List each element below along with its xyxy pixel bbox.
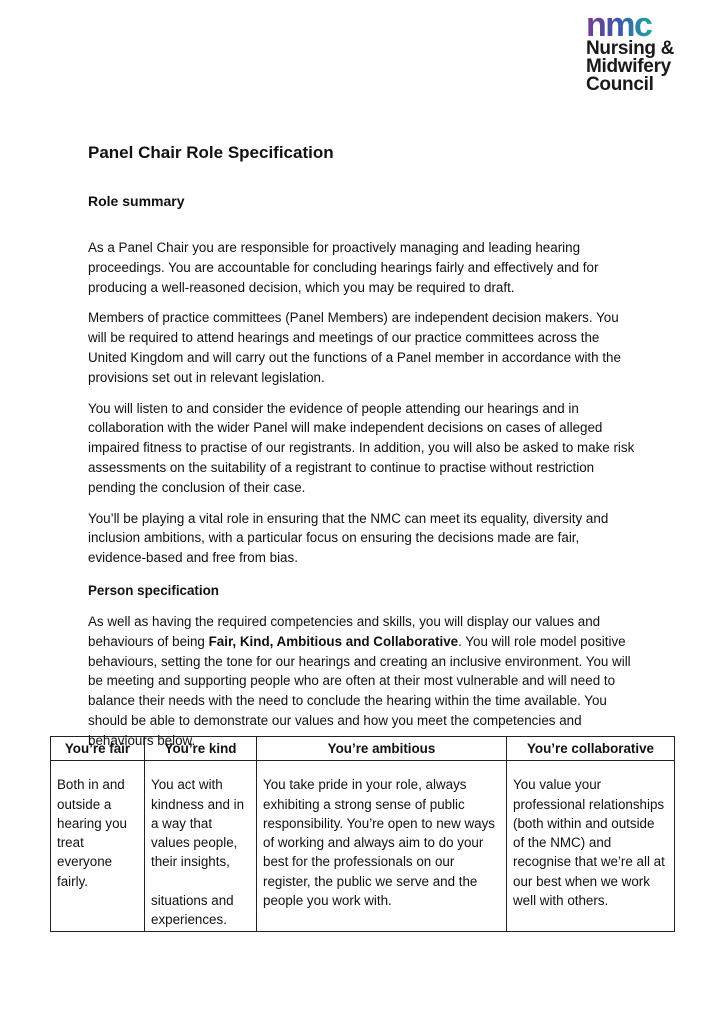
logo-line-1: Nursing & — [586, 38, 675, 59]
cell-kind-text-a: You act with kindness and in a way that values people, their insights, — [151, 777, 245, 870]
values-emphasis: Fair, Kind, Ambitious and Collaborative — [208, 633, 459, 649]
cell-kind-text-b: situations and experiences. — [151, 892, 234, 928]
section-heading-role-summary: Role summary — [88, 193, 185, 209]
table-row — [51, 761, 675, 932]
header-youre-collaborative: You’re collaborative — [507, 737, 675, 761]
logo-line-3: Council — [586, 74, 654, 95]
paragraph: You’ll be playing a vital role in ensuring that the NMC can meet its equality, diversity and inclusion ambitions, with a particular focus on ensuring the decisions made are fair, evidence-based and free from bias. — [88, 510, 609, 566]
person-spec-paragraph — [88, 612, 640, 751]
document-body — [88, 238, 640, 762]
paragraph: Members of practice committees (Panel Members) are independent decision makers. You will be required to attend hearings and meetings of our practice committees across the United Kingdom and will carry out the functions of a Panel member in accordance with the provisions set out in relevant legislation. — [88, 310, 621, 385]
section-heading-person-specification: Person specification — [88, 582, 219, 598]
paragraph: As a Panel Chair you are responsible for proactively managing and leading hearing proceedings. You are accountable for concluding hearings fairly and effectively and for producing a well-reasoned decision, which you may be required to draft. — [88, 240, 599, 295]
cell-collaborative: You value your professional relationships (both within and outside of the NMC) and recognise that we’re all at our best when we work well with others. — [507, 761, 675, 932]
header-youre-kind: You’re kind — [145, 737, 257, 761]
cell-kind-gap — [151, 872, 250, 891]
cell-ambitious: You take pride in your role, always exhibiting a strong sense of public responsibility. You’re open to new ways of working and always aim to do your best for the professionals on our register, the public we serve and the people you work with. — [257, 761, 507, 932]
header-youre-fair: You’re fair — [51, 737, 145, 761]
values-table — [50, 736, 675, 932]
nmc-logo-mark — [586, 10, 682, 40]
nmc-logo — [586, 10, 704, 94]
table-header-row — [51, 737, 675, 761]
document-title: Panel Chair Role Specification — [88, 143, 334, 162]
cell-kind — [145, 761, 257, 932]
person-spec-text-after: . You will role model positive behaviours, setting the tone for our hearings and creating an inclusive environment. You will be meeting and supporting people who are often at their most vulnerable and will need to balance their needs with the need to conclude the hearing within the time available. You should be able to demonstrate our values and how you meet the competencies and behaviours below. — [88, 633, 631, 748]
header-youre-ambitious: You’re ambitious — [257, 737, 507, 761]
person-spec-text-before: As well as having the required competencies and skills, you will display our values and behaviours of being — [88, 613, 601, 649]
cell-fair: Both in and outside a hearing you treat everyone fairly. — [51, 761, 145, 932]
svg-text:nmc: nmc — [586, 10, 652, 40]
nmc-logo-wordmark — [586, 40, 704, 94]
logo-line-2: Midwifery — [586, 56, 671, 77]
paragraph: You will listen to and consider the evidence of people attending our hearings and in collaboration with the wider Panel will make independent decisions on cases of alleged impaired fitness to practise of our registrants. In addition, you will also be asked to make risk assessments on the suitability of a registrant to continue to practise without restriction pending the conclusion of their case. — [88, 400, 635, 495]
